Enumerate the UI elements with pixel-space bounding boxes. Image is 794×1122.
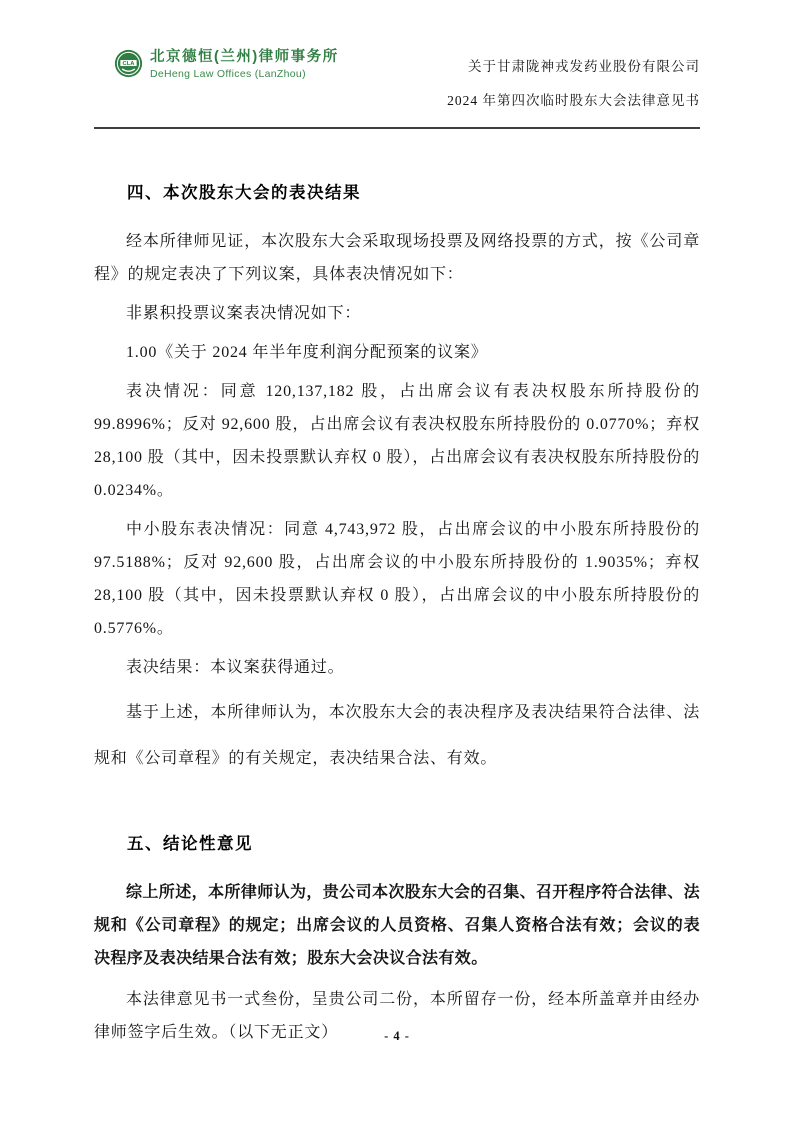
page-header (94, 0, 700, 118)
page-footer (0, 1029, 794, 1044)
para-witness-intro: 经本所律师见证，本次股东大会采取现场投票及网络投票的方式，按《公司章程》的规定表决了下列议案，具体表决情况如下： (94, 233, 700, 283)
firm-name-english: DeHeng Law Offices (LanZhou) (150, 68, 306, 80)
section-4-heading: 四、本次股东大会的表决结果 (127, 184, 361, 202)
para-non-cumulative: 非累积投票议案表决情况如下： (126, 305, 362, 322)
para-copies-statement: 本法律意见书一式叁份，呈贵公司二份，本所留存一份，经本所盖章并由经办律师签字后生效。（以下无正文） (94, 991, 700, 1041)
para-vote-outcome: 表决结果：本议案获得通过。 (126, 659, 345, 676)
svg-text:CLA: CLA (122, 61, 135, 68)
firm-name-block (150, 48, 339, 81)
para-proposal-title: 1.00《关于 2024 年半年度利润分配预案的议案》 (126, 344, 488, 361)
firm-brand (114, 48, 339, 81)
header-divider (94, 127, 700, 129)
doc-ref-title-line: 2024 年第四次临时股东大会法律意见书 (447, 93, 700, 108)
document-reference (447, 48, 700, 118)
firm-name-chinese: 北京德恒(兰州)律师事务所 (150, 49, 339, 65)
para-vote-result-all-shareholders: 表决情况：同意 120,137,182 股，占出席会议有表决权股东所持股份的 99.8996%；反对 92,600 股，占出席会议有表决权股东所持股份的 0.0770%；弃权 28,100 股（其中，因未投票默认弃权 0 股），占出席会议有表决权股东所持股份的 0.0234%。 (94, 383, 700, 499)
page-number: - 4 - (384, 1029, 410, 1043)
deheng-logo-icon (114, 49, 143, 78)
para-vote-conclusion: 基于上述，本所律师认为，本次股东大会的表决程序及表决结果符合法律、法规和《公司章程》的有关规定，表决结果合法、有效。 (94, 704, 700, 767)
document-body (94, 179, 700, 1049)
doc-ref-company-line: 关于甘肃陇神戎发药业股份有限公司 (468, 59, 700, 74)
para-final-conclusion: 综上所述，本所律师认为，贵公司本次股东大会的召集、召开程序符合法律、法规和《公司章程》的规定；出席会议的人员资格、召集人资格合法有效；会议的表决程序及表决结果合法有效；股东大会决议合法有效。 (94, 884, 701, 967)
section-5-heading: 五、结论性意见 (127, 835, 253, 853)
para-vote-result-minority-shareholders: 中小股东表决情况：同意 4,743,972 股，占出席会议的中小股东所持股份的 97.5188%；反对 92,600 股，占出席会议的中小股东所持股份的 1.9035%；弃权 28,100 股（其中，因未投票默认弃权 0 股），占出席会议的中小股东所持股份的 0.5776%。 (94, 521, 700, 637)
